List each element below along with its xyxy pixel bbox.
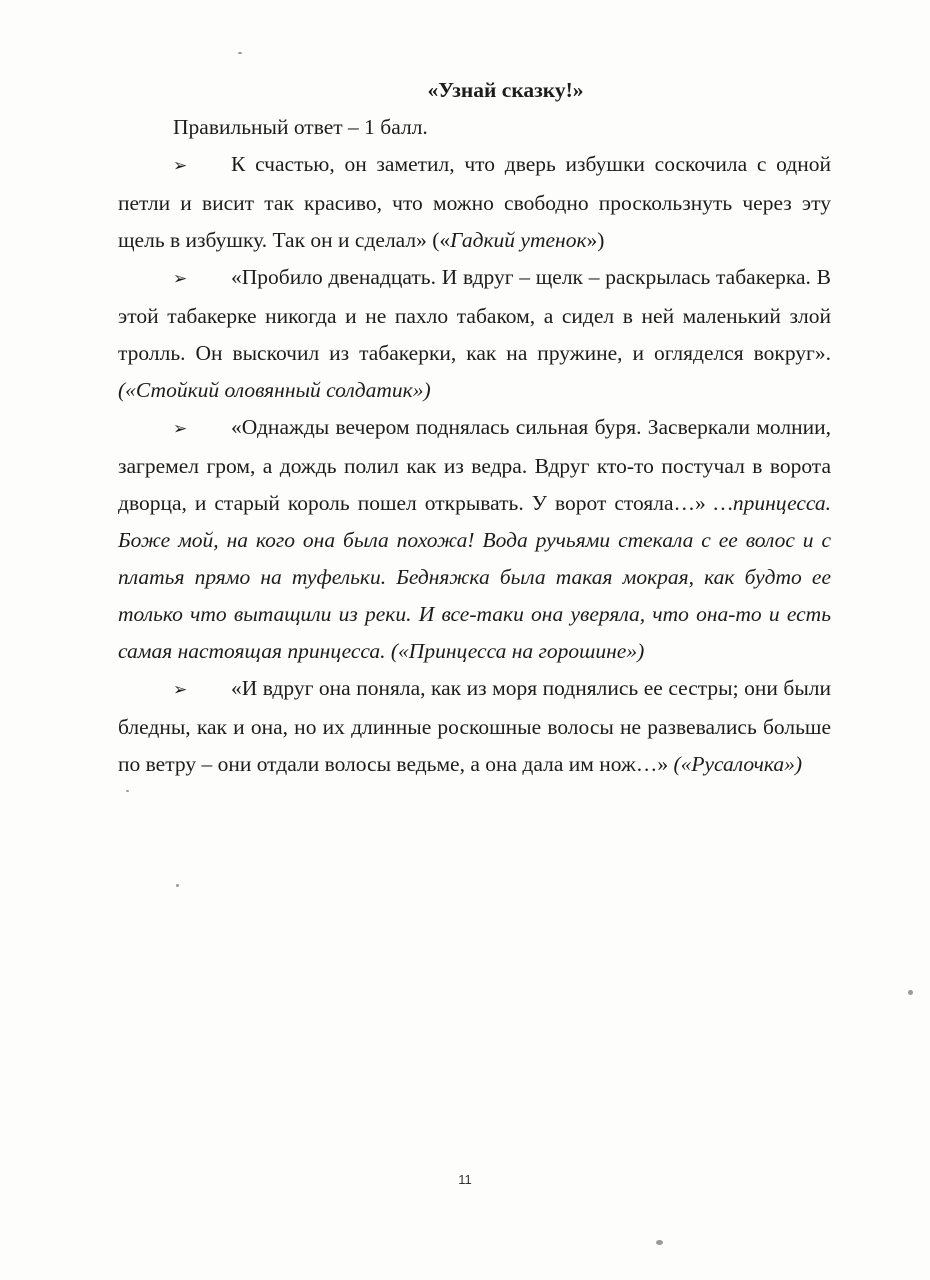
arrow-bullet-icon: ➢ (173, 419, 188, 439)
quote-text: «И вдруг она поняла, как из моря поднялись ее сестры; они были бледны, как и она, но их длинные роскошные волосы не развевались больше по ветру – они отдали волосы ведьме, а она дала им нож…» (118, 676, 831, 776)
answer-continuation: …принцесса. Боже мой, на кого она была похожа! Вода ручьями стекала с ее волос и с платья прямо на туфельки. Бедняжка была такая мокрая, как будто ее только что вытащили из реки. И все-таки она уверяла, что она-то и есть самая настоящая принцесса. («Принцесса на горошине») (118, 491, 831, 663)
scoring-note: Правильный ответ – 1 балл. (173, 115, 428, 139)
quote-text: «Пробило двенадцать. И вдруг – щелк – раскрылась табакерка. В этой табакерке никогда и не пахло табаком, а сидел в ней маленький злой тролль. Он выскочил из табакерки, как на пружине, и огляделся вокруг». (118, 265, 831, 365)
quote-text-end: ») (586, 228, 605, 252)
arrow-bullet-icon: ➢ (173, 680, 188, 700)
page-number: 11 (458, 1172, 472, 1187)
scan-speck (176, 884, 179, 887)
arrow-bullet-icon: ➢ (173, 269, 188, 289)
document-body (118, 72, 831, 783)
arrow-bullet-icon: ➢ (173, 156, 188, 176)
scan-speck (656, 1240, 663, 1245)
fairy-tale-title: («Стойкий оловянный солдатик») (118, 378, 431, 402)
quote-item-2 (118, 259, 831, 409)
fairy-tale-title: («Русалочка») (673, 752, 803, 776)
fairy-tale-title: Гадкий утенок (450, 228, 587, 252)
document-title: «Узнай сказку!» (427, 78, 584, 102)
scan-speck (238, 52, 242, 54)
quote-text: К счастью, он заметил, что дверь избушки соскочила с одной петли и висит так красиво, что можно свободно проскользнуть через эту щель в избушку. Так он и сделал» (« (118, 152, 831, 252)
quote-item-4 (118, 670, 831, 783)
quote-text: «Однажды вечером поднялась сильная буря. Засверкали молнии, загремел гром, а дождь полил как из ведра. Вдруг кто-то постучал в ворота дворца, и старый король пошел открывать. У ворот стояла…» (118, 415, 831, 515)
quote-item-1 (118, 146, 831, 259)
scan-speck (908, 990, 913, 995)
quote-item-3 (118, 409, 831, 670)
scan-speck (126, 790, 129, 792)
